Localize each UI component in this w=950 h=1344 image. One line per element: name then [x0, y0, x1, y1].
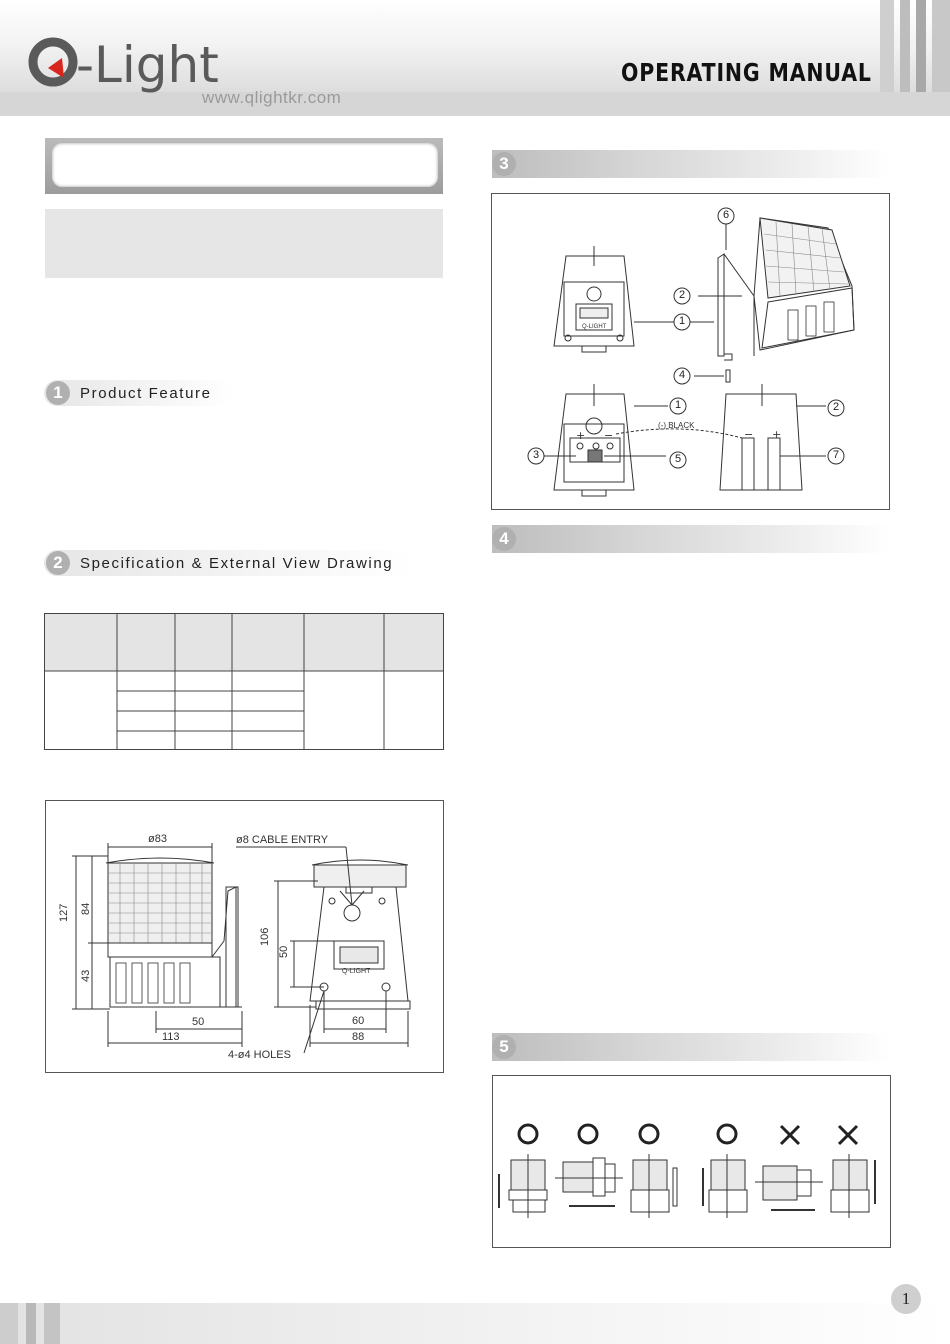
callout-2-top: 2 [678, 289, 686, 301]
section-1-number: 1 [46, 381, 70, 405]
callout-3: 3 [532, 449, 540, 461]
product-description-block [45, 209, 443, 278]
dim-50-front: 50 [278, 945, 290, 958]
assembly-diagram [492, 194, 888, 508]
dim-43: 43 [80, 969, 92, 982]
page-footer [0, 1303, 950, 1344]
section-1-label: Product Feature [80, 385, 212, 402]
black-wire-label: (-) BLACK [658, 421, 695, 430]
footer-stripes [0, 1303, 70, 1344]
section-5-number: 5 [492, 1035, 516, 1059]
dim-60: 60 [352, 1015, 365, 1027]
dim-diameter: ø83 [148, 833, 167, 845]
page-number: 1 [891, 1284, 921, 1314]
svg-text:-Light: -Light [76, 36, 219, 94]
section-3-number: 3 [492, 152, 516, 176]
section-2-label: Specification & External View Drawing [80, 555, 394, 572]
assembly-brand: Q-LIGHT [582, 324, 607, 330]
section-2-number: 2 [46, 551, 70, 575]
callout-6: 6 [722, 209, 730, 221]
callout-5: 5 [674, 453, 682, 465]
manual-title: OPERATING MANUAL [621, 58, 872, 87]
svg-text:−: − [744, 428, 754, 441]
svg-text:−: − [604, 429, 614, 442]
dim-113: 113 [162, 1031, 180, 1043]
callout-7: 7 [832, 449, 840, 461]
callout-2-bottom: 2 [832, 401, 840, 413]
section-3-heading [492, 150, 890, 178]
section-5-heading [492, 1033, 890, 1061]
product-title-box [52, 143, 438, 187]
section-4-number: 4 [492, 527, 516, 551]
svg-text:+: + [576, 429, 586, 442]
spec-table [44, 613, 444, 750]
dim-cable-entry: ø8 CABLE ENTRY [236, 834, 329, 846]
dim-84: 84 [80, 902, 92, 915]
svg-text:+: + [772, 428, 782, 441]
callout-1-top: 1 [678, 315, 686, 327]
callout-1-bottom: 1 [674, 399, 682, 411]
header-stripes [880, 0, 950, 92]
drawing-brand: Q-LIGHT [342, 968, 371, 975]
website-url[interactable]: www.qlightkr.com [202, 88, 342, 107]
callout-4: 4 [678, 369, 686, 381]
dim-106: 106 [259, 927, 271, 946]
dim-holes: 4-ø4 HOLES [228, 1049, 291, 1061]
mounting-orientation-diagram [493, 1076, 889, 1246]
dim-88: 88 [352, 1031, 365, 1043]
dim-127: 127 [58, 903, 70, 922]
dim-50-side: 50 [192, 1016, 205, 1028]
section-4-heading [492, 525, 890, 553]
